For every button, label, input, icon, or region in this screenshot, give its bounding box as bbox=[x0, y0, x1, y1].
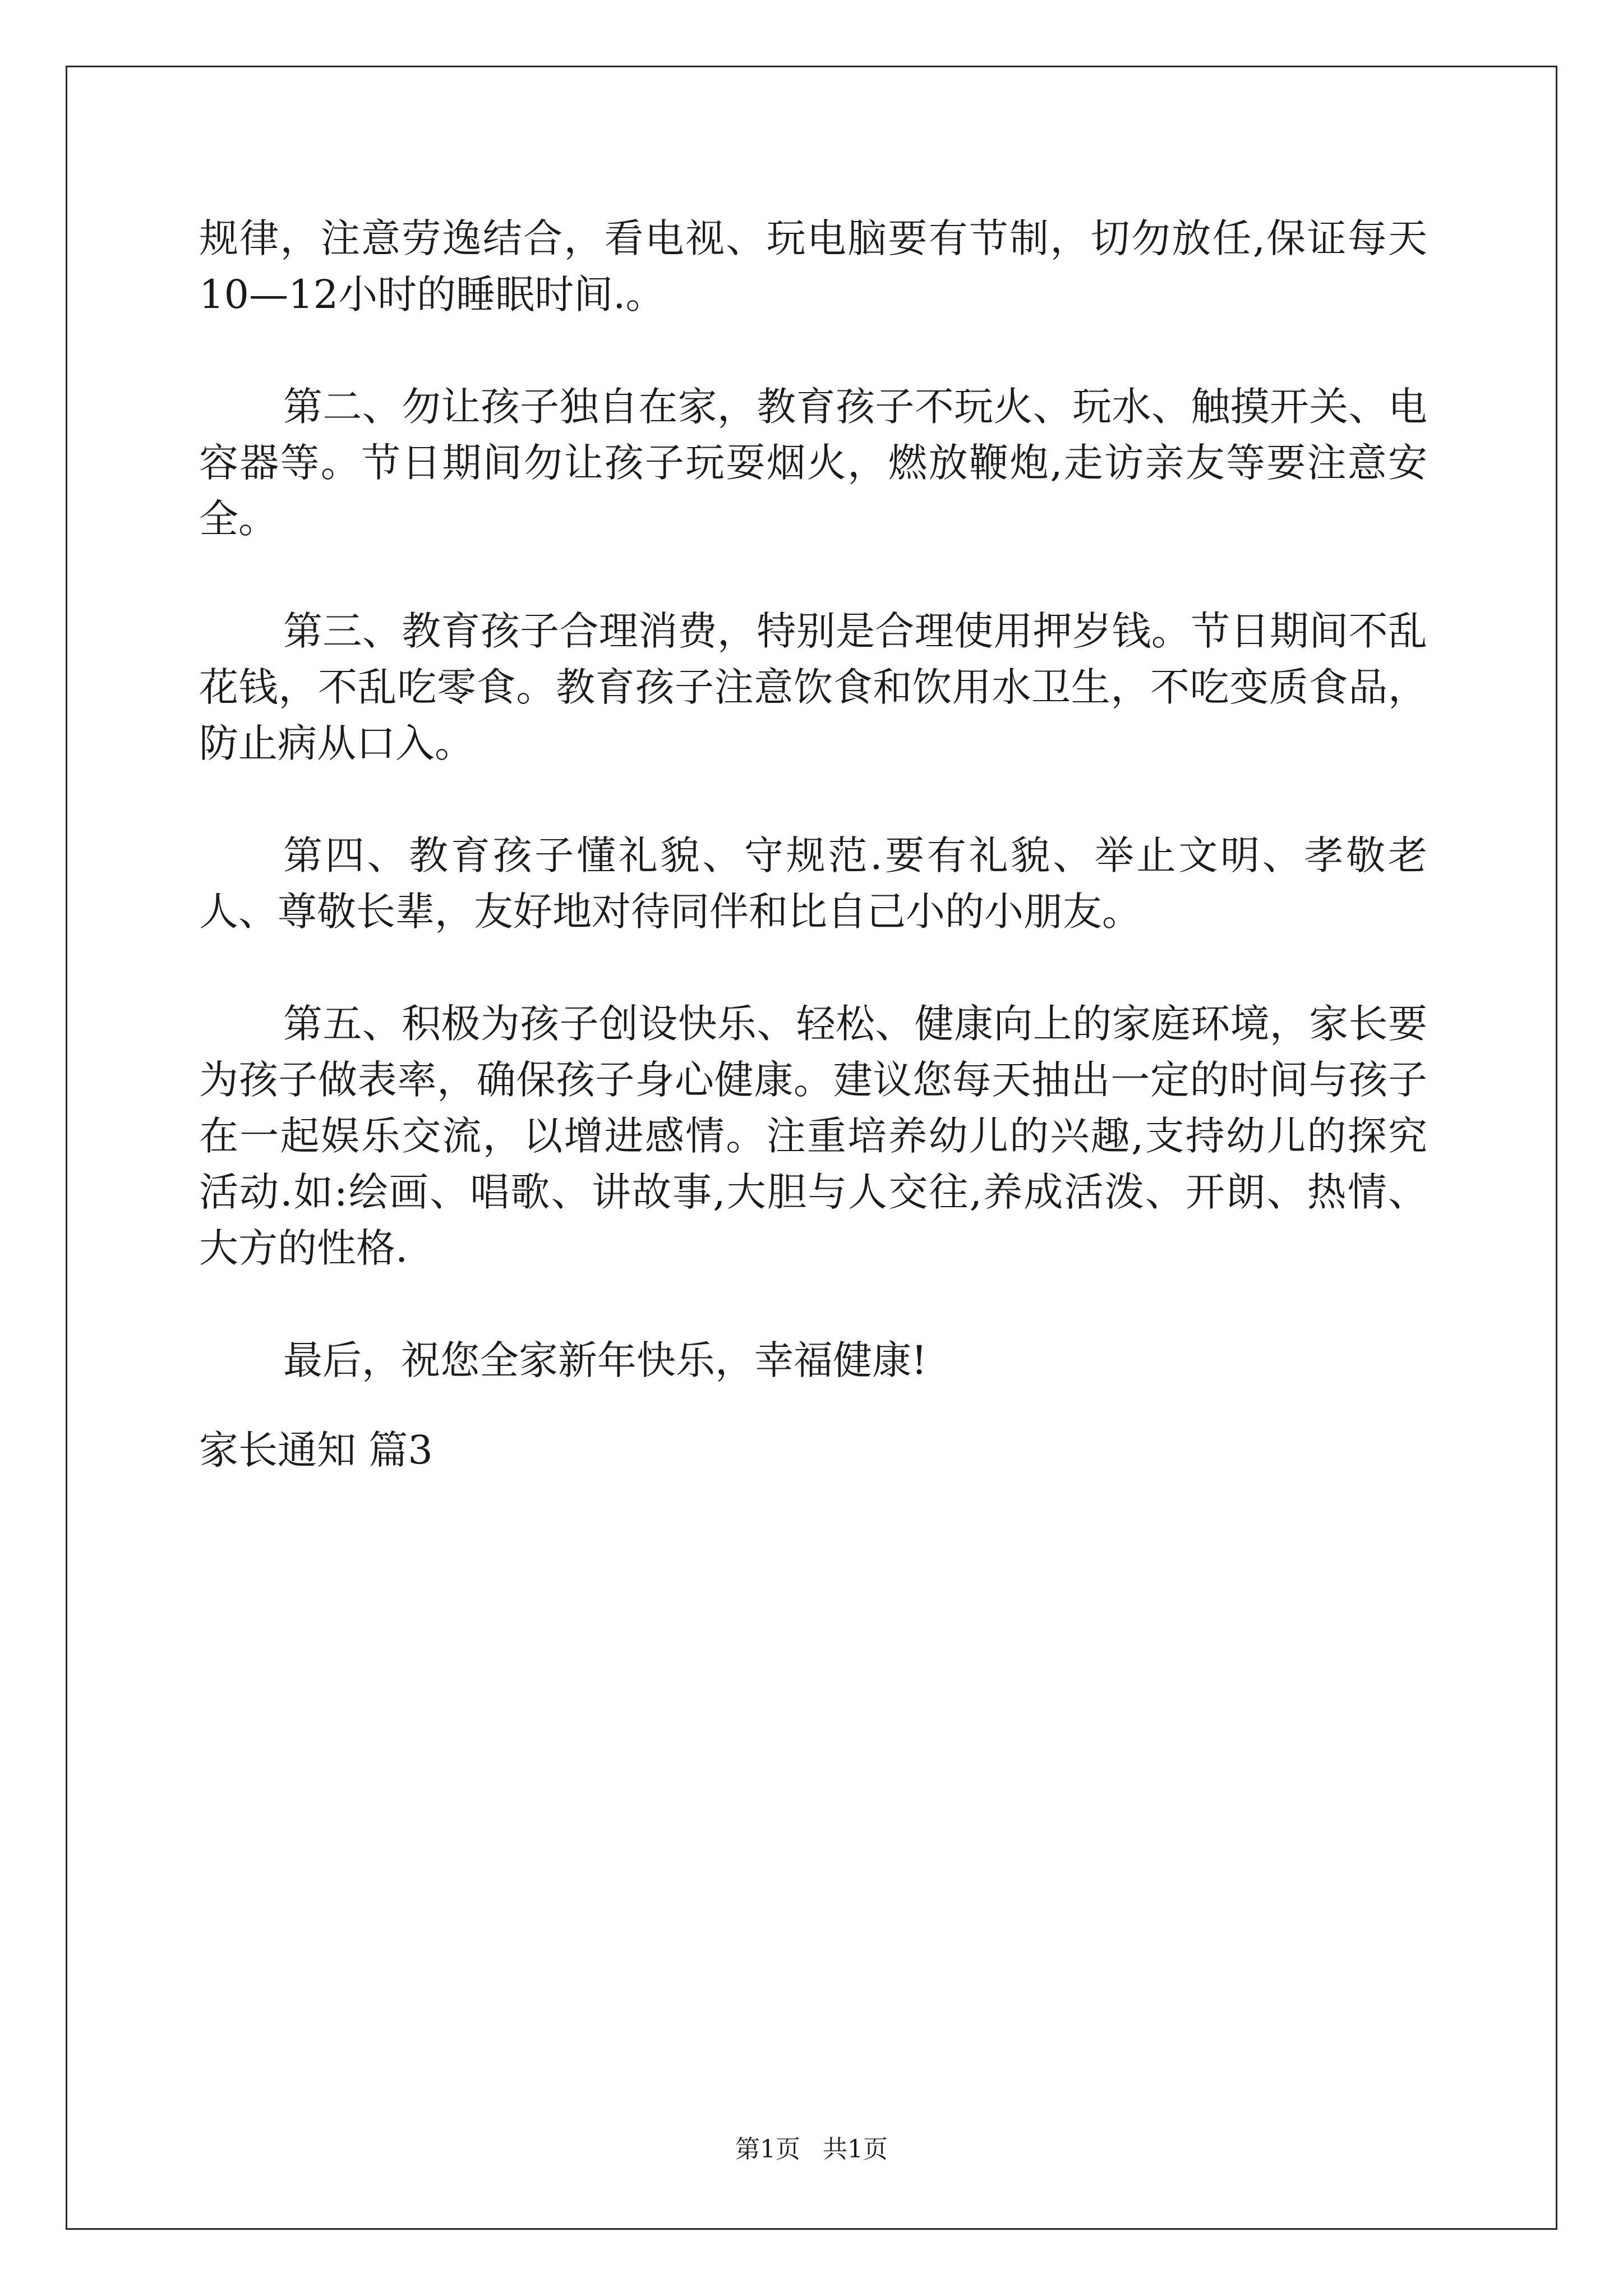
paragraph-fourth: 第四、教育孩子懂礼貌、守规范.要有礼貌、举止文明、孝敬老人、尊敬长辈，友好地对待同伴和比自己小的小朋友。 bbox=[199, 832, 1427, 935]
paragraph-closing: 最后，祝您全家新年快乐，幸福健康! bbox=[283, 1337, 928, 1383]
page-number-total: 共1页 bbox=[823, 2135, 888, 2164]
paragraph-continuation: 规律，注意劳逸结合，看电视、玩电脑要有节制，切勿放任,保证每天10—12小时的睡眠时间.。 bbox=[199, 215, 1427, 318]
paragraph-second: 第二、勿让孩子独自在家，教育孩子不玩火、玩水、触摸开关、电容器等。节日期间勿让孩子玩耍烟火，燃放鞭炮,走访亲友等要注意安全。 bbox=[199, 384, 1427, 542]
document-body bbox=[199, 210, 1427, 1478]
page-number-current: 第1页 bbox=[735, 2135, 800, 2164]
paragraph-third: 第三、教育孩子合理消费，特别是合理使用押岁钱。节日期间不乱花钱，不乱吃零食。教育孩子注意饮食和饮用水卫生，不吃变质食品，防止病从口入。 bbox=[199, 608, 1427, 766]
section-heading: 家长通知 篇3 bbox=[199, 1427, 433, 1473]
page-footer bbox=[0, 2133, 1623, 2166]
paragraph-fifth: 第五、积极为孩子创设快乐、轻松、健康向上的家庭环境，家长要为孩子做表率，确保孩子身心健康。建议您每天抽出一定的时间与孩子在一起娱乐交流，以增进感情。注重培养幼儿的兴趣,支持幼儿的探究活动.如:绘画、唱歌、讲故事,大胆与人交往,养成活泼、开朗、热情、大方的性格. bbox=[199, 1001, 1427, 1271]
